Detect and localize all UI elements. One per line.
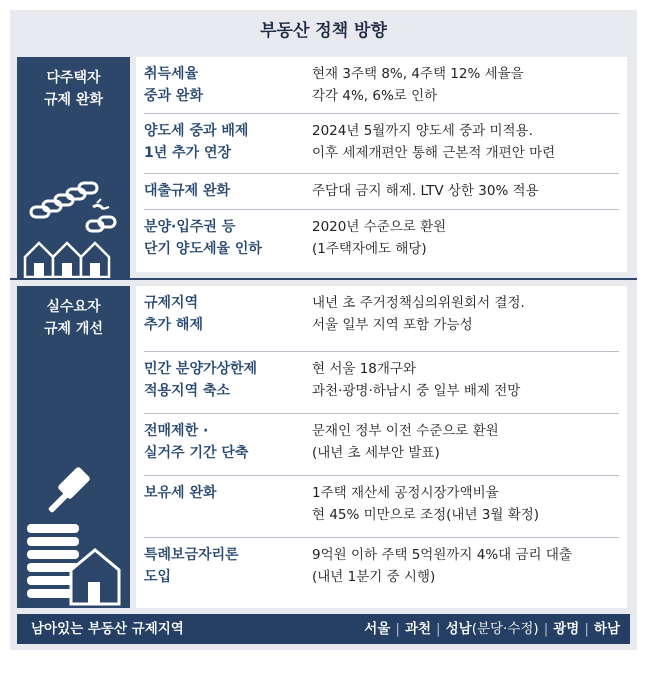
policy-value-line: 현재 3주택 8%, 4주택 12% 세율을 — [312, 66, 524, 82]
regulated-regions-bar — [17, 614, 630, 644]
policy-value — [312, 482, 624, 526]
region-separator: | — [395, 621, 400, 637]
policy-key-line: 민간 분양가상한제 — [144, 361, 258, 377]
policy-row — [136, 414, 627, 476]
policy-value-line: 현 45% 미만으로 조정(내년 3월 확정) — [312, 507, 540, 523]
policy-key-line: 단기 양도세율 인하 — [144, 241, 262, 257]
policy-value-line: 9억원 이하 주택 5억원까지 4%대 금리 대출 — [312, 547, 572, 563]
policy-row — [136, 174, 627, 210]
policy-value-line: 주담대 금지 해제. LTV 상한 30% 적용 — [312, 183, 539, 199]
policy-value-line: 각각 4%, 6%로 인하 — [312, 88, 438, 104]
section-2-label-line-2: 규제 개선 — [44, 321, 103, 337]
policy-value-line: 2024년 5월까지 양도세 중과 미적용. — [312, 123, 533, 139]
policy-row — [136, 352, 627, 414]
policy-value-line: 과천·광명·하남시 중 일부 배제 전망 — [312, 383, 521, 399]
section-2-panel — [136, 286, 627, 608]
policy-key — [144, 216, 304, 260]
policy-key — [144, 292, 304, 336]
section-1-label-line-2: 규제 완화 — [44, 92, 103, 108]
policy-key-line: 도입 — [144, 569, 172, 585]
policy-key-line: 실거주 기간 단축 — [144, 445, 249, 461]
policy-value-line: 1주택 재산세 공정시장가액비율 — [312, 485, 499, 501]
policy-value-line: 내년 초 주거정책심의위원회서 결정. — [312, 295, 525, 311]
regulated-regions-list — [364, 614, 620, 644]
policy-key-line: 적용지역 축소 — [144, 383, 231, 399]
policy-value-line: (내년 초 세부안 발표) — [312, 445, 440, 461]
section-1-side-panel — [17, 57, 130, 279]
policy-key — [144, 482, 304, 504]
section-divider — [10, 278, 637, 280]
region-separator: | — [436, 621, 441, 637]
policy-value — [312, 358, 624, 402]
policy-key — [144, 358, 304, 402]
policy-key-line: 전매제한 · — [144, 423, 209, 439]
policy-row — [136, 286, 627, 352]
policy-key-line: 1년 추가 연장 — [144, 145, 232, 161]
region-separator: | — [584, 621, 589, 637]
policy-value — [312, 544, 624, 588]
section-2-label — [17, 296, 130, 340]
policy-key — [144, 180, 304, 202]
gavel-icon — [39, 466, 109, 516]
policy-value — [312, 120, 624, 164]
section-2-label-line-1: 실수요자 — [46, 299, 101, 315]
policy-value-line: 2020년 수준으로 환원 — [312, 219, 447, 235]
region-name: 성남 — [445, 621, 472, 637]
policy-value-line: (1주택자에도 해당) — [312, 241, 427, 257]
policy-key-line: 특례보금자리론 — [144, 547, 239, 563]
region-name: 과천 — [404, 621, 432, 637]
policy-value-line: (내년 1분기 중 시행) — [312, 569, 436, 585]
policy-row — [136, 538, 627, 600]
policy-value-line: 이후 세제개편안 통해 근본적 개편안 마련 — [312, 145, 556, 161]
section-1-label-line-1: 다주택자 — [46, 70, 101, 86]
policy-infographic — [10, 10, 637, 650]
policy-value — [312, 63, 624, 107]
region-name: 하남 — [593, 621, 620, 637]
houses-icon — [23, 237, 123, 279]
policy-key-line: 추가 해제 — [144, 317, 203, 333]
policy-row — [136, 57, 627, 114]
policy-value-line: 서울 일부 지역 포함 가능성 — [312, 317, 473, 333]
region-separator: | — [543, 621, 549, 637]
policy-value-line: 문재인 정부 이전 수준으로 환원 — [312, 423, 499, 439]
policy-value — [312, 216, 624, 260]
region-name: 서울 — [364, 621, 391, 637]
infographic-title: 부동산 정책 방향 — [260, 21, 387, 41]
policy-value — [312, 180, 624, 202]
regulated-regions-label: 남아있는 부동산 규제지역 — [31, 621, 184, 637]
policy-key — [144, 120, 304, 164]
policy-key — [144, 420, 304, 464]
region-name: 광명 — [553, 621, 580, 637]
policy-row — [136, 114, 627, 174]
policy-key-line: 분양·입주권 등 — [144, 219, 236, 235]
section-2-side-panel — [17, 286, 130, 608]
policy-row — [136, 210, 627, 272]
policy-key-line: 중과 완화 — [144, 88, 203, 104]
policy-key-line: 보유세 완화 — [144, 485, 217, 501]
house-on-coins-icon — [25, 520, 125, 606]
policy-key-line: 대출규제 완화 — [144, 183, 231, 199]
policy-value — [312, 420, 624, 464]
policy-row — [136, 476, 627, 538]
section-1-panel — [136, 57, 627, 272]
policy-key — [144, 544, 304, 588]
region-note: (분당·수정) — [471, 621, 539, 637]
policy-key-line: 양도세 중과 배제 — [144, 123, 249, 139]
policy-key-line: 취득세율 — [144, 66, 199, 82]
policy-value — [312, 292, 624, 336]
section-1-label — [17, 67, 130, 111]
policy-key — [144, 63, 304, 107]
policy-key-line: 규제지역 — [144, 295, 199, 311]
policy-value-line: 현 서울 18개구와 — [312, 361, 417, 377]
